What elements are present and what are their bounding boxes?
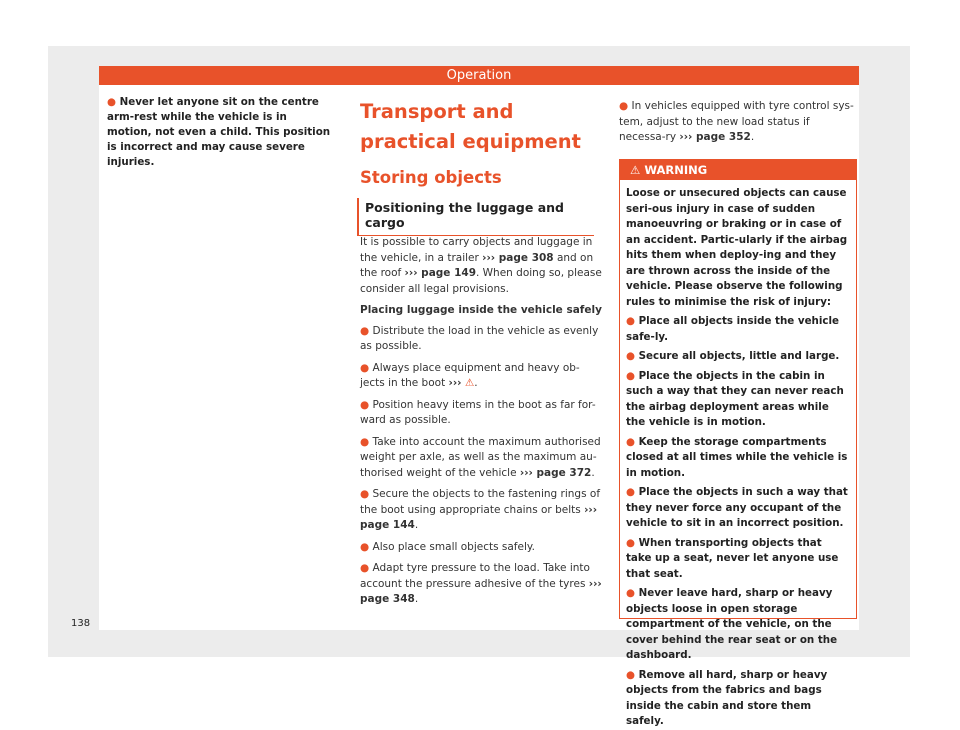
page-ref-link[interactable]: ››› page 149	[404, 267, 476, 279]
intro-paragraph: It is possible to carry objects and luggage in the vehicle, in a trailer ››› page 308 and on the roof ››› page 149. When doing so, please consider all legal provisions.	[360, 236, 602, 295]
section-heading: Positioning the luggage and cargo	[357, 198, 594, 236]
warning-intro: Loose or unsecured objects can cause seri-ous injury in case of sudden manoeuvring or braking or in case of an accident. Partic-ularly if the airbag hits them when deploy-ing and they are thrown across the inside of the vehicle. Please observe the following rules to minimise the risk of injury:	[626, 187, 848, 308]
list-item: ● When transporting objects that take up a seat, never let anyone use that seat.	[626, 536, 839, 580]
bullet-icon: ●	[619, 100, 629, 112]
page-ref-link[interactable]: ››› page 348	[360, 577, 602, 605]
page-number: 138	[71, 618, 91, 629]
bullet-icon: ●	[360, 540, 370, 553]
bullet-icon: ●	[626, 668, 635, 681]
list-item: ● Position heavy items in the boot as far for-ward as possible.	[360, 398, 596, 426]
warning-header: ⚠ WARNING	[620, 160, 856, 180]
right-column	[607, 85, 859, 727]
bullet-icon: ●	[626, 486, 635, 498]
list-item: ● Secure all objects, little and large.	[626, 350, 840, 362]
warning-triangle-icon: ⚠	[464, 377, 475, 389]
bullet-icon: ●	[360, 562, 370, 574]
safety-note	[107, 95, 335, 170]
tyre-note: ● In vehicles equipped with tyre control sys-tem, adjust to the new load status if necessa-ry ››› page 352.	[619, 100, 854, 143]
bullet-icon: ●	[360, 361, 370, 374]
bullet-icon: ●	[360, 324, 370, 337]
list-item: ● Remove all hard, sharp or heavy objects from the fabrics and bags inside the cabin and store them safely.	[626, 668, 828, 727]
bullet-icon: ●	[360, 488, 370, 500]
list-item: ● Place all objects inside the vehicle safe-ly.	[626, 315, 840, 343]
warning-ref-link[interactable]: ›››	[448, 377, 462, 389]
list-item: ● Adapt tyre pressure to the load. Take into account the pressure adhesive of the tyres ››› page 348.	[360, 562, 602, 605]
bullet-icon: ●	[360, 435, 370, 448]
note-text: Never let anyone sit on the centre arm-rest while the vehicle is in motion, not even a child. This position is incorrect and may cause severe injuries.	[107, 96, 331, 168]
page-ref-link[interactable]: ››› page 144	[360, 503, 598, 531]
bullet-icon: ●	[626, 315, 635, 327]
left-column	[99, 85, 343, 630]
bullet-icon: ●	[626, 369, 635, 382]
middle-column	[343, 85, 607, 630]
list-item: ● Keep the storage compartments closed at all times while the vehicle is in motion.	[626, 435, 848, 479]
chapter-header: Operation	[99, 66, 859, 85]
lead-heading: Placing luggage inside the vehicle safely	[360, 304, 602, 316]
bullet-icon: ●	[626, 536, 635, 549]
list-item: ● Place the objects in the cabin in such a way that they can never reach the airbag deployment areas while the vehicle is in motion.	[626, 369, 844, 428]
warning-box	[619, 159, 857, 727]
warning-triangle-icon: ⚠	[630, 163, 641, 177]
page-ref-link[interactable]: ››› page 372	[519, 466, 592, 479]
bullet-icon: ●	[107, 96, 116, 108]
bullet-icon: ●	[626, 350, 635, 362]
list-item: ● Take into account the maximum authorised weight per axle, as well as the maximum au-thorised weight of the vehicle ››› page 372.	[360, 435, 601, 479]
warning-body	[620, 180, 856, 730]
list-item: ● Secure the objects to the fastening rings of the boot using appropriate chains or belts ››› page 144.	[360, 488, 601, 531]
page-ref-link[interactable]: ››› page 352	[679, 131, 751, 143]
bullet-icon: ●	[626, 587, 635, 599]
list-item: ● Distribute the load in the vehicle as evenly as possible.	[360, 324, 599, 352]
page-title: Transport and practical equipment	[360, 100, 581, 153]
page-subtitle: Storing objects	[360, 168, 502, 187]
body-text	[360, 235, 602, 614]
list-item: ● Always place equipment and heavy ob-jects in the boot ››› ⚠.	[360, 361, 580, 389]
list-item: ● Never leave hard, sharp or heavy objects loose in open storage compartment of the vehicle, on the cover behind the rear seat or on the dashboard.	[626, 587, 838, 661]
bullet-icon: ●	[360, 398, 370, 411]
list-item: ● Also place small objects safely.	[360, 540, 535, 553]
list-item: ● Place the objects in such a way that they never force any occupant of the vehicle to sit in an incorrect position.	[626, 486, 848, 529]
bullet-icon: ●	[626, 435, 635, 448]
page-ref-link[interactable]: ››› page 308	[482, 251, 554, 264]
